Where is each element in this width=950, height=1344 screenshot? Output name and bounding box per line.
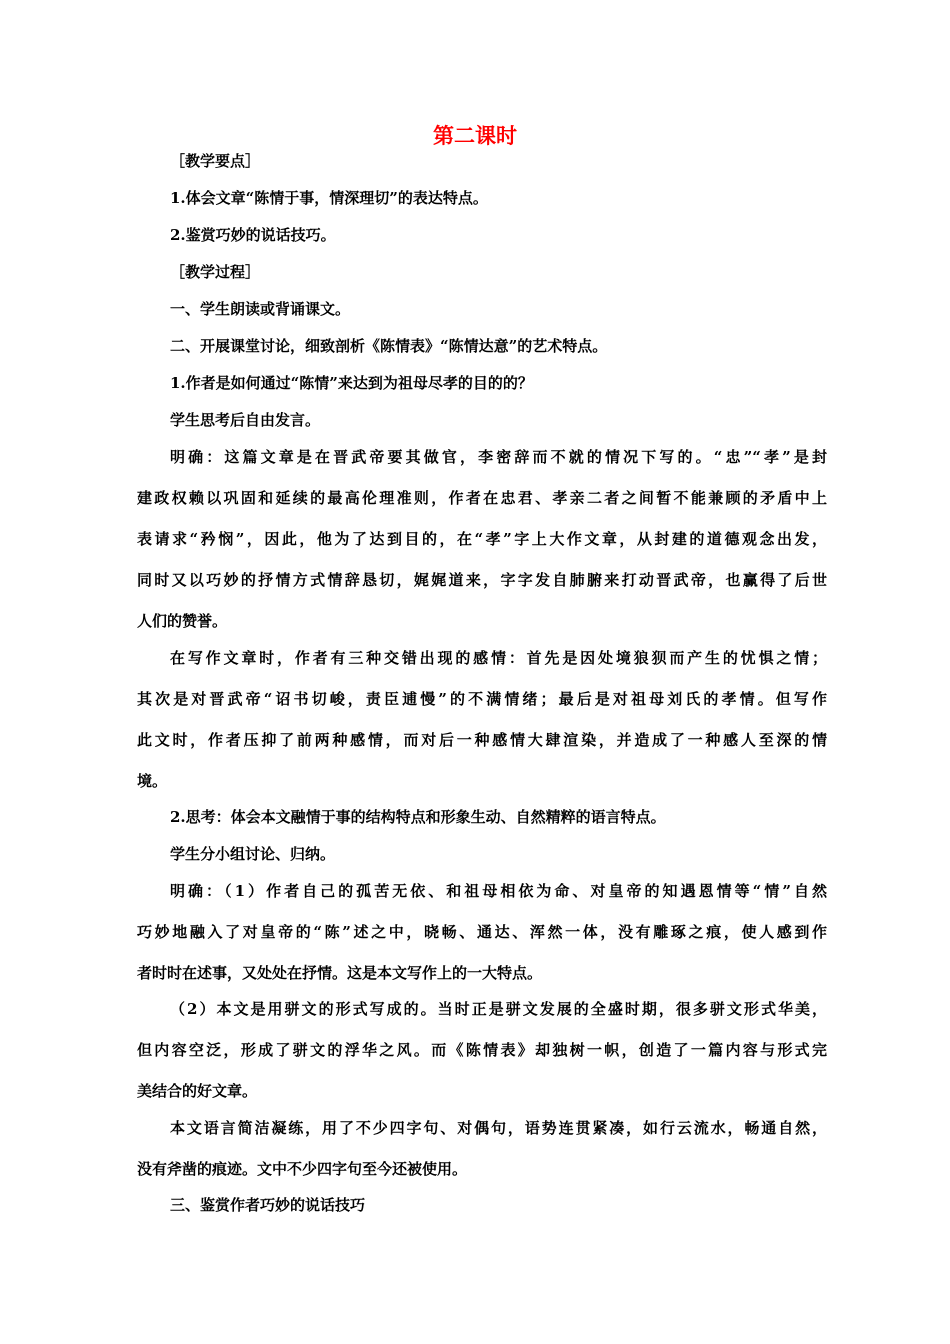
text-line: 建政权赖以巩固和延续的最高伦理准则，作者在忠君、孝亲二者之间暂不能兼顾的矛盾中上 <box>137 489 827 507</box>
text-line: （2）本文是用骈文的形式写成的。当时正是骈文发展的全盛时期，很多骈文形式华美， <box>170 1000 827 1018</box>
text-line: 明确：（1）作者自己的孤苦无依、和祖母相依为命、对皇帝的知遇恩情等“情”自然 <box>170 882 827 900</box>
text-line: 本文语言简洁凝练，用了不少四字句、对偶句，语势连贯紧凑，如行云流水，畅通自然， <box>170 1119 827 1137</box>
text-line: 此文时，作者压抑了前两种感情，而对后一种感情大肆渲染，并造成了一种感人至深的情 <box>137 731 827 749</box>
section-heading: ［教学过程］ <box>170 263 261 281</box>
text-line: 表请求“矜悯”，因此，他为了达到目的，在“孝”字上大作文章，从封建的道德观念出发， <box>137 530 828 548</box>
text-line: 没有斧凿的痕迹。文中不少四字句至今还被使用。 <box>137 1160 468 1178</box>
text-line: 明确：这篇文章是在晋武帝要其做官，李密辞而不就的情况下写的。“忠”“孝”是封 <box>170 448 827 466</box>
text-line: 人们的赞誉。 <box>137 612 228 630</box>
teaching-point: 2.鉴赏巧妙的说话技巧。 <box>170 226 336 244</box>
text-line: 二、开展课堂讨论，细致剖析《陈情表》“陈情达意”的艺术特点。 <box>170 337 608 355</box>
text-line: 同时又以巧妙的抒情方式情辞恳切，娓娓道来，字字发自肺腑来打动晋武帝，也赢得了后世 <box>137 571 827 589</box>
text-line: 学生思考后自由发言。 <box>170 411 321 429</box>
text-line: 但内容空泛，形成了骈文的浮华之风。而《陈情表》却独树一帜，创造了一篇内容与形式完 <box>137 1041 827 1059</box>
text-line: 在写作文章时，作者有三种交错出现的感情：首先是因处境狼狈而产生的忧惧之情； <box>170 649 827 667</box>
text-line: 学生分小组讨论、归纳。 <box>170 845 336 863</box>
text-line: 1.作者是如何通过“陈情”来达到为祖母尽孝的目的的？ <box>170 374 533 392</box>
text-line: 巧妙地融入了对皇帝的“陈”述之中，晓畅、通达、浑然一体，没有雕琢之痕，使人感到作 <box>137 923 827 941</box>
text-line: 者时时在述事，又处处在抒情。这是本文写作上的一大特点。 <box>137 964 543 982</box>
text-line: 2.思考：体会本文融情于事的结构特点和形象生动、自然精粹的语言特点。 <box>170 808 666 826</box>
section-heading: ［教学要点］ <box>170 152 261 170</box>
text-line: 美结合的好文章。 <box>137 1082 258 1100</box>
text-line: 其次是对晋武帝“诏书切峻，责臣逋慢”的不满情绪；最后是对祖母刘氏的孝情。但写作 <box>137 690 827 708</box>
section-heading: 三、鉴赏作者巧妙的说话技巧 <box>170 1196 366 1214</box>
page-title: 第二课时 <box>433 123 517 148</box>
text-line: 境。 <box>137 772 168 790</box>
teaching-point: 1.体会文章“陈情于事，情深理切”的表达特点。 <box>170 189 488 207</box>
text-line: 一、学生朗读或背诵课文。 <box>170 300 351 318</box>
